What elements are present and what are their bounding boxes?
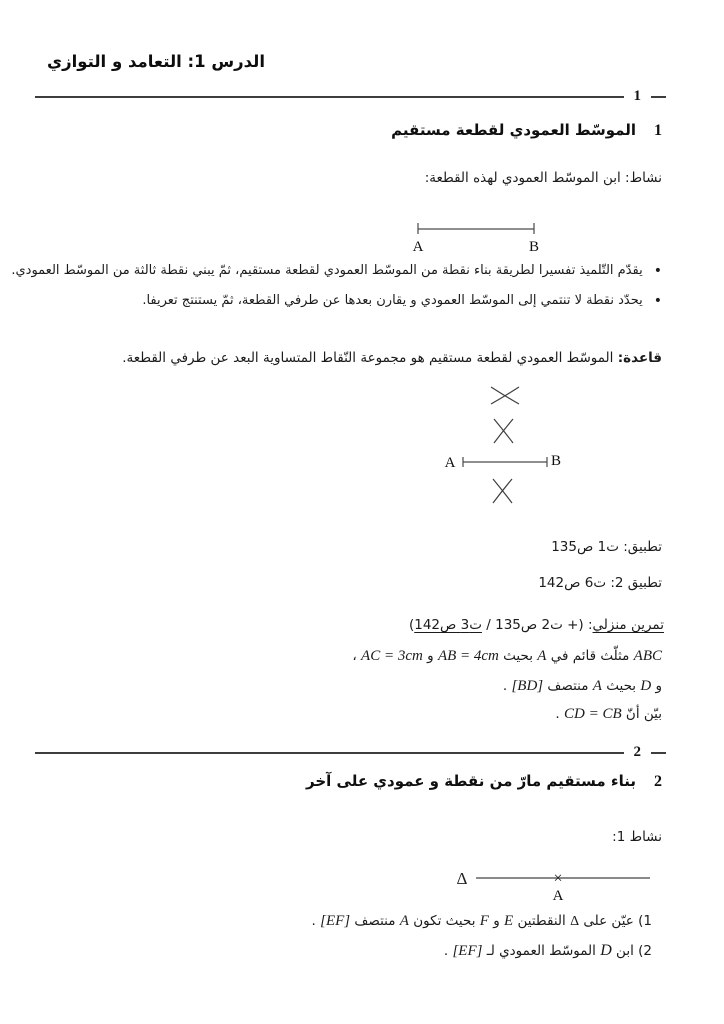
objective-bullet-1 xyxy=(11,262,662,278)
divider-line xyxy=(35,752,624,753)
text-segment: D xyxy=(600,942,612,959)
text-segment: [BD] xyxy=(511,678,544,694)
text-segment: CD = CB xyxy=(564,706,622,722)
section1-heading-text: الموسّط العمودي لقطعة مستقيم xyxy=(391,121,636,139)
text-segment: AB = 4cm xyxy=(437,648,499,664)
homework-title xyxy=(409,616,664,636)
point-label-a: A xyxy=(412,239,424,255)
text-segment: [EF] xyxy=(320,913,351,929)
application-line-2: تطبيق 2: ت6 ص142 xyxy=(538,575,662,591)
bullet-icon: • xyxy=(653,293,662,309)
figure-delta-line xyxy=(446,857,661,903)
text-segment: . xyxy=(555,706,564,722)
text-segment: A xyxy=(592,678,602,694)
section2-heading xyxy=(306,772,662,791)
text-segment: بحيث xyxy=(498,648,538,664)
text-segment: ، xyxy=(352,648,362,664)
point-label-a: A xyxy=(552,888,564,903)
instruction-item-2 xyxy=(444,939,652,963)
text-segment: الموسّط العمودي لـ xyxy=(482,943,601,959)
text-segment: 2) ابن xyxy=(611,943,652,959)
application-line-1: تطبيق: ت1 ص135 xyxy=(551,539,662,555)
text-segment: بحيث تكون xyxy=(408,913,480,929)
divider-number: 1 xyxy=(633,87,641,104)
bullet-text: يحدّد نقطة لا تنتمي إلى الموسّط العمودي و يقارن بعدها عن طرفي القطعة، ثمّ يستنتج تعريفا. xyxy=(142,293,643,308)
section2-number: 2 xyxy=(654,773,662,790)
section1-divider xyxy=(35,89,666,105)
text-segment: ABC xyxy=(633,648,662,664)
bullet-icon: • xyxy=(653,263,662,279)
divider-dash xyxy=(651,96,666,97)
text-segment: E xyxy=(504,913,514,929)
text-segment: 1) عيّن على xyxy=(579,913,652,929)
section1-heading xyxy=(391,121,662,140)
text-segment: مثلّث قائم في xyxy=(546,648,634,664)
text-segment: D xyxy=(640,678,652,694)
activity-line: نشاط: ابن الموسّط العمودي لهذه القطعة: xyxy=(424,170,662,186)
bullet-text: يقدّم التّلميذ تفسيرا لطريقة بناء نقطة من الموسّط العمودي لقطعة مستقيم، ثمّ يبني نقطة ثالثة من الموسّط العمودي. xyxy=(11,263,643,278)
cross-mark-icon: × xyxy=(553,870,563,887)
point-label-b: B xyxy=(550,453,562,469)
rule-line-text xyxy=(122,349,662,369)
text-segment: [EF] xyxy=(452,943,483,959)
section2-heading-text: بناء مستقيم مارّ من نقطة و عمودي على آخر xyxy=(306,772,636,790)
text-segment: منتصف xyxy=(350,913,400,929)
rule-label: قاعدة: xyxy=(617,350,662,366)
figure-segment-ab xyxy=(408,217,553,255)
text-segment: تمرين منزلي xyxy=(592,617,664,633)
text-segment: . xyxy=(443,943,453,959)
rule-text: الموسّط العمودي لقطعة مستقيم هو مجموعة النّقاط المتساوية البعد عن طرفي القطعة. xyxy=(122,350,618,366)
text-segment: منتصف xyxy=(543,678,593,694)
lesson-title: الدرس 1: التعامد و التوازي xyxy=(47,52,266,71)
arc-cross-icon-middle xyxy=(494,419,513,443)
point-label-a: A xyxy=(444,455,456,471)
objective-bullet-2 xyxy=(142,292,662,308)
text-segment: : (+ ت2 ص135 / xyxy=(481,617,593,633)
exercise-line-3 xyxy=(555,704,662,726)
arc-cross-icon-bottom xyxy=(493,479,512,503)
point-label-b: B xyxy=(528,239,540,255)
figure-bisector-construction xyxy=(433,381,583,505)
exercise-line-2 xyxy=(503,676,662,698)
text-segment: AC = 3cm xyxy=(361,648,423,664)
text-segment: A xyxy=(537,648,547,664)
text-segment: F xyxy=(479,913,489,929)
divider-number: 2 xyxy=(633,743,641,760)
arc-cross-icon-top xyxy=(491,387,519,404)
text-segment: و xyxy=(651,678,662,694)
text-segment: بحيث xyxy=(601,678,641,694)
text-segment: و xyxy=(488,913,505,929)
section1-number: 1 xyxy=(654,122,662,139)
text-segment: ) xyxy=(408,617,415,633)
divider-dash xyxy=(651,752,666,753)
text-segment: ت3 ص142 xyxy=(414,617,482,633)
text-segment: النقطتين xyxy=(513,913,571,929)
instruction-item-1 xyxy=(312,911,652,933)
text-segment: . xyxy=(502,678,512,694)
text-segment: A xyxy=(399,913,409,929)
text-segment: Δ xyxy=(570,914,580,929)
exercise-line-1 xyxy=(352,646,662,668)
activity1-label: نشاط 1: xyxy=(612,829,662,845)
text-segment: . xyxy=(311,913,321,929)
text-segment: و xyxy=(422,648,438,664)
delta-label: Δ xyxy=(456,869,468,888)
divider-line xyxy=(35,96,624,97)
text-segment: بيّن أنّ xyxy=(621,706,662,722)
section2-divider xyxy=(35,745,666,761)
